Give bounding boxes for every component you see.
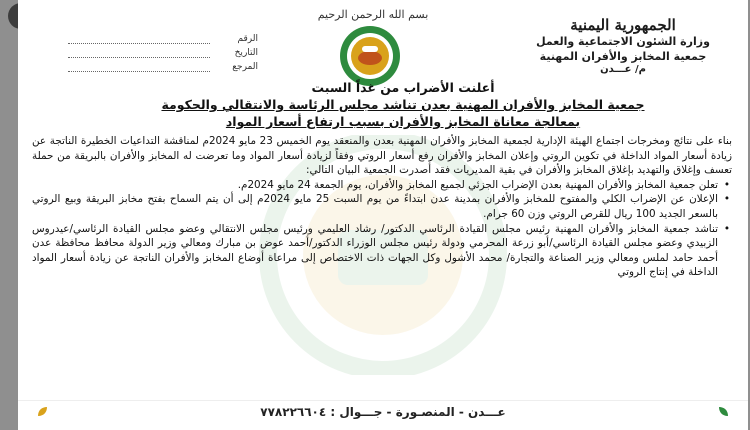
org-city: م/ عـــدن	[600, 64, 646, 75]
headline-line-3: بمعالجة معاناة المخابز والأفران بسبب ارتفاع أسعار المواد	[225, 114, 581, 129]
leaf-icon	[36, 406, 48, 418]
document-page	[18, 0, 748, 430]
association-seal-icon	[338, 24, 402, 88]
meta-line	[68, 63, 210, 72]
basmala: بسم الله الرحمن الرحيم	[317, 8, 429, 21]
meta-label-reference: المرجع	[232, 62, 258, 72]
meta-line	[68, 35, 210, 44]
org-association: جمعية المخابز والأفران المهنية	[539, 50, 707, 63]
bullet-item: • تعلن جمعية المخابز والأفران المهنية بعدن الإضراب الجزئي لجميع المخابز والأفران، يوم الجمعة 24 مايو 2024م.	[32, 178, 732, 193]
org-ministry: وزارة الشئون الاجتماعية والعمل	[536, 35, 710, 48]
meta-line	[68, 49, 210, 58]
organization-header	[518, 16, 728, 75]
bullet-item: • تناشد جمعية المخابز والأفران المهنية رئيس مجلس القيادة الرئاسي الدكتور/ رشاد العليمي ورئيس مجلس الانتقالي وعضو مجلس القيادة الرئاسي/عيدروس الزبيدي وعضو مجلس القيادة الرئاسي/أبو زرعة المحرمي ودولة رئيس مجلس الوزراء الدكتور/أحمد عوض بن مبارك ومعالي وزير الدولة محافظ محافظة عدن أحمد حامد لملس ومعالي وزير الصناعة والتجارة/ محمد الأشول وكل الجهات ذات الاختصاص إلى مراعاة أوضاع المخابز والأفران الناتجة عن زيادة أسعار المواد الداخلة في إنتاج الروتي	[32, 222, 732, 280]
bullet-item: • الإعلان عن الإضراب الكلي والمفتوح للمخابز والأفران بمدينة عدن ابتداءً من يوم السبت 25 مايو 2024م إلى أن يتم السماح بفتح مخابز البريقة وبيع الروتي بالسعر الجديد 100 ريال للقرص الروتي وزن 60 جرام.	[32, 192, 732, 221]
headline-line-2: جمعية المخابز والأفران المهنية بعدن تناشد مجلس الرئاسة والانتقالي والحكومة	[161, 97, 645, 112]
org-country: الجمهورية اليمنية	[570, 16, 676, 34]
statement-body	[32, 134, 732, 280]
footer-address: عـــدن - المنصـورة - جـــوال : ٧٧٨٢٢٦٦٠٤	[260, 405, 506, 419]
reference-fields	[68, 32, 258, 74]
footer	[18, 400, 748, 423]
headline-line-1: أعلنت الأضراب من غداً السبت	[311, 80, 495, 95]
headline	[78, 80, 728, 130]
intro-paragraph: بناء على نتائج ومخرجات اجتماع الهيئة الإدارية لجمعية المخابز والأفران المهنية بعدن والمنعقد يوم الخميس 23 مايو 2024م لمناقشة التداعيات الخطيرة الناتجة عن زيادة أسعار المواد الداخلة في تكوين الروتي وإعلان المخابز والأفران رفع أسعار الروتي وفقاً لزيادة أسعار المواد وما تعرضت له المخابز والأفران بالبريقة من حملة تعسف وإغلاق والتهديد بإغلاق المخابز والأفران في بقية المديريات فقد أصدرت الجمعية البيان التالي:	[32, 135, 732, 177]
leaf-icon	[718, 406, 730, 418]
meta-label-date: التاريخ	[234, 48, 258, 58]
meta-label-number: الرقم	[237, 34, 258, 44]
